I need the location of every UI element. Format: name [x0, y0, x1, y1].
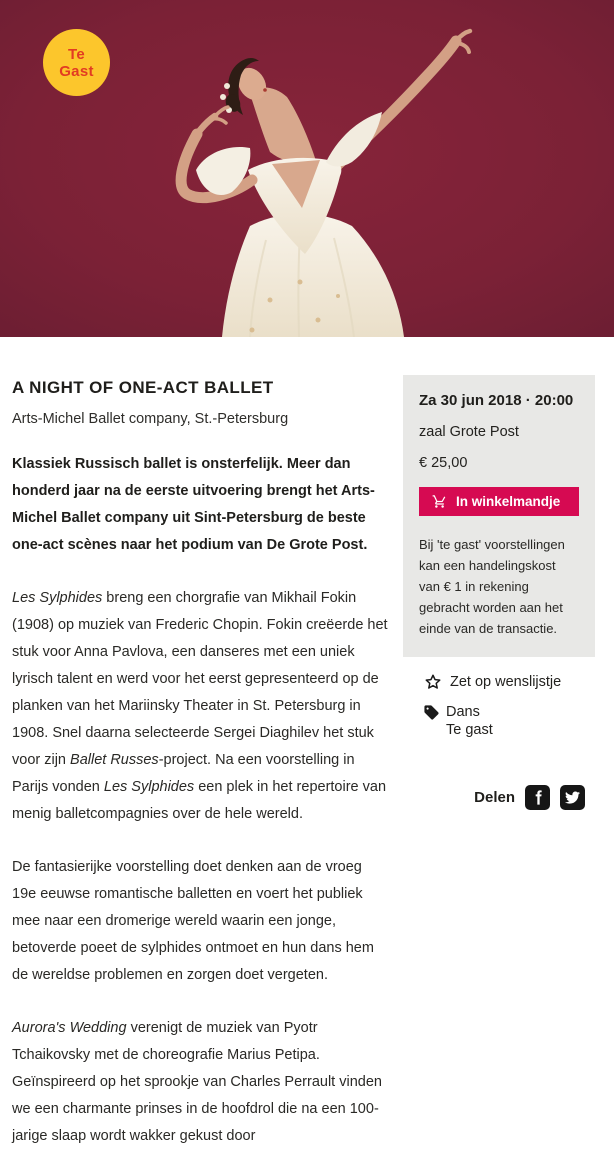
hero-image: [0, 0, 614, 337]
add-to-cart-button[interactable]: [419, 487, 579, 516]
ticket-info-box: [403, 375, 595, 657]
event-venue: zaal Grote Post: [419, 424, 519, 440]
tag-list: [446, 703, 493, 739]
event-intro: Klassiek Russisch ballet is onsterfelijk. Meer dan honderd jaar na de eerste uitvoering brengt het Arts-Michel Ballet company uit Sint-Petersburg de beste one-act scènes naar het podium van De Grote Post.: [12, 456, 375, 553]
tags-block: [423, 703, 595, 739]
twitter-icon[interactable]: [560, 785, 585, 810]
star-icon: [424, 673, 442, 691]
article-column: [12, 337, 390, 1176]
article-paragraph: Aurora's Wedding verenigt de muziek van Pyotr Tchaikovsky met de choreografie Marius Petipa. Geïnspireerd op het sprookje van Charles Perrault vinden we een charmante prinses in de hoofdrol die na een 100-jarige slaap wordt wakker gekust door: [12, 1020, 382, 1144]
share-label: Delen: [474, 789, 515, 806]
tag-icon: [423, 704, 440, 721]
badge-line1: Te: [68, 45, 85, 63]
event-subtitle: Arts-Michel Ballet company, St.-Petersburg: [12, 411, 289, 427]
tag-link[interactable]: Dans: [446, 704, 480, 720]
cart-icon: [432, 494, 447, 509]
share-block: [403, 785, 595, 810]
event-price: € 25,00: [419, 455, 468, 471]
event-date: Za 30 jun 2018 · 20:00: [419, 392, 574, 409]
ticket-sidebar: [403, 337, 595, 810]
article-paragraph: Les Sylphides breng een chorgrafie van Mikhail Fokin (1908) op muziek van Frederic Chopin. Fokin creëerde het stuk voor Anna Pavlova, een danseres met een uniek lyrisch talent en werd voor het eerst gepresenteerd op de planken van het Mariinsky Theater in St. Petersburg in 1908. Snel daarna selecteerde Sergei Diaghilev het stuk voor zijn Ballet Russes-project. Na een voorstelling in Parijs vonden Les Sylphides een plek in het repertoire van menig balletcompagnies over de hele wereld.: [12, 590, 388, 822]
content-area: [0, 337, 614, 1176]
wishlist-button[interactable]: [424, 673, 595, 691]
transaction-note: Bij 'te gast' voorstellingen kan een handelingskost van € 1 in rekening gebracht worden aan het einde van de transactie.: [419, 537, 565, 636]
badge-line2: Gast: [59, 62, 94, 80]
te-gast-badge: [43, 29, 110, 96]
article-paragraphs: [12, 585, 390, 1150]
cart-button-label: In winkelmandje: [456, 494, 561, 509]
facebook-icon[interactable]: [525, 785, 550, 810]
page-title: A NIGHT OF ONE-ACT BALLET: [12, 378, 274, 397]
wishlist-label: Zet op wenslijstje: [450, 674, 562, 690]
tag-link[interactable]: Te gast: [446, 722, 493, 738]
article-paragraph: De fantasierijke voorstelling doet denken aan de vroeg 19e eeuwse romantische balletten en voert het publiek mee naar een dromerige wereld waarin een jonge, betoverde poeet de sylphides ontmoet en hun dans hem de wereldse problemen en zorgen doet vergeten.: [12, 859, 374, 983]
